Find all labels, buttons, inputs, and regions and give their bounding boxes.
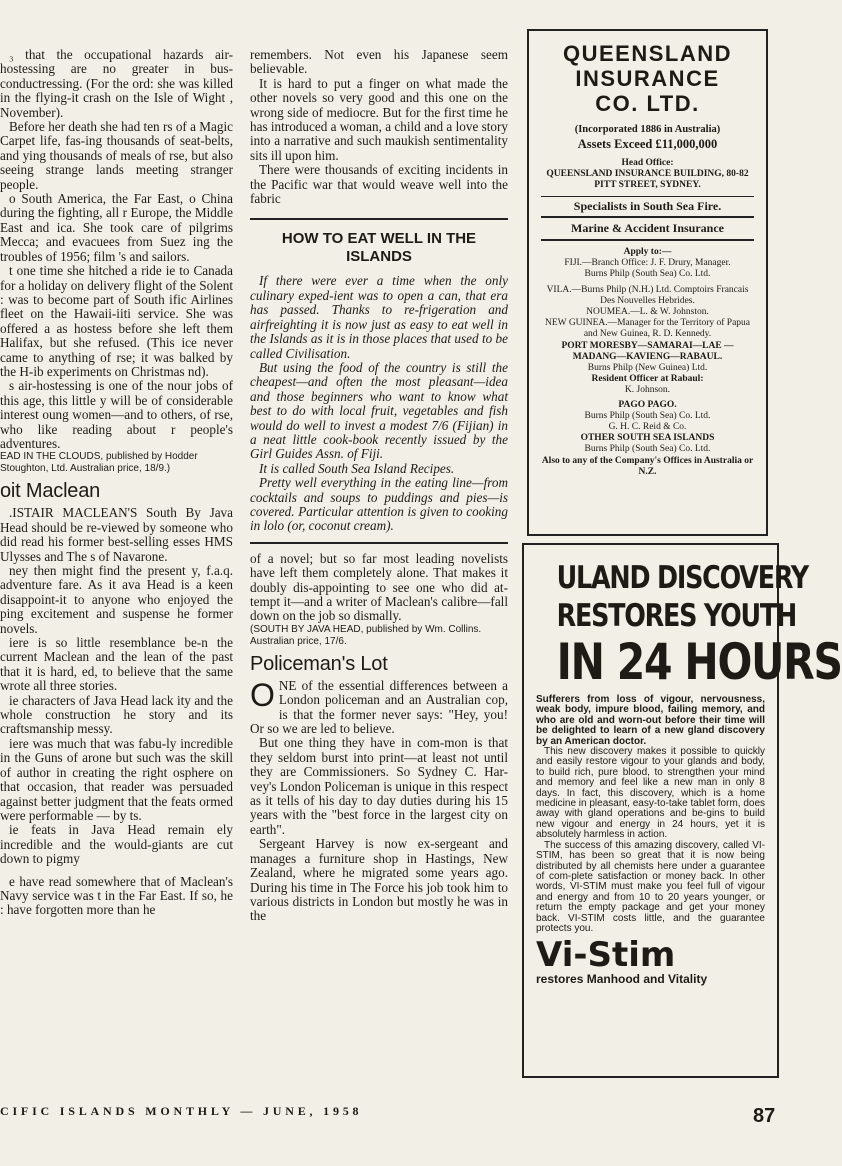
agent-entry: NOUMEA.—L. & W. Johnston. — [586, 307, 709, 318]
paragraph: ₃ that the occupational hazards air-hostessing are no greater in bus-conductressing. (For the ord: she was killed in the flying-it crash on the Isle of Wight , November). — [0, 47, 233, 120]
agent-entry: OTHER SOUTH SEA ISLANDS — [580, 433, 715, 444]
agent-entry: PORT MORESBY—SAMARAI—LAE —MADANG—KAVIENG—RABAUL. — [561, 340, 734, 362]
column-middle — [250, 48, 508, 924]
paragraph: e have read somewhere that of Maclean's Navy service was t in the Far East. If so, he : have forgotten more than he — [0, 873, 233, 918]
ad-headline: RESTORES YOUTH — [556, 598, 797, 634]
agent-entry: G. H. C. Reid & Co. — [608, 422, 687, 433]
agent-entry: PAGO PAGO. — [618, 399, 677, 410]
book-credit: (SOUTH BY JAVA HEAD, published by Wm. Collins. Australian price, 17/6. — [250, 623, 482, 647]
paragraph: .ISTAIR MACLEAN'S South By Java Head should be re-viewed by someone who did read his former best-selling esses HMS Ulysses and The s of Navarone. — [0, 505, 233, 564]
paragraph: Sergeant Harvey is now ex-sergeant and manages a furniture shop in Hastings, New Zealand, where he migrated some years ago. During his time in The Force his job took him to various districts in London but mostly he was in the — [250, 836, 508, 924]
paragraph: t one time she hitched a ride ie to Canada for a holiday on delivery flight of the Solent : was to become part of South ific Airlines fleet on the Hawaii-iiti service. She was offered a as hostess before she left them Halifax, but she refused. (This ice never came to anything of rse; it was balked by the H-ib experiments on Christmas nd). — [0, 263, 233, 379]
ad-agents-list — [541, 247, 754, 478]
ad-incorporated: (Incorporated 1886 in Australia) — [574, 124, 721, 135]
eat-well-box — [250, 218, 508, 543]
section-heading: oit Maclean — [0, 480, 101, 503]
agent-entry: Burns Philp (South Sea) Co. Ltd. — [584, 269, 711, 280]
book-credit: EAD IN THE CLOUDS, published by Hodder Stoughton, Ltd. Australian price, 18/9.) — [0, 451, 198, 475]
ad-headline: IN 24 HOURS — [556, 633, 842, 691]
agent-entry: VILA.—Burns Philp (N.H.) Ltd. Comptoirs Francais Des Nouvelles Hebrides. — [546, 284, 749, 306]
paragraph: There were thousands of exciting incidents in the Pacific war that would weave well into the fabric — [250, 162, 508, 207]
ad-copy — [536, 695, 765, 934]
paragraph — [250, 676, 508, 737]
paragraph: It is called South Sea Island Recipes. — [259, 460, 455, 476]
ad-company-name: QUEENSLAND — [562, 41, 732, 66]
agent-entry: Burns Philp (South Sea) Co. Ltd. — [584, 444, 711, 455]
agent-entry: Resident Officer at Rabaul: — [591, 374, 704, 385]
agent-entry: Also to any of the Company's Offices in Australia or N.Z. — [541, 455, 754, 477]
queensland-insurance-ad — [527, 29, 768, 536]
brand-tagline: restores Manhood and Vitality — [536, 972, 708, 987]
section-heading: Policeman's Lot — [250, 652, 388, 675]
ad-paragraph: The success of this amazing discovery, called VI-STIM, has been so great that it is now being distributed by all chemists here under a guarantee of com-plete satisfaction or money back. In other words, VI-STIM must make you feel full of vigour and energy and from 10 to 20 years younger, or return the empty package and get your money back. VI-STIM costs little, and the guarantee protects you. — [536, 839, 765, 934]
ad-headline: ULAND DISCOVERY — [556, 560, 808, 596]
running-footer: CIFIC ISLANDS MONTHLY — JUNE, 1958 — [0, 1104, 363, 1118]
paragraph: ney then might find the present y, f.a.q. adventure fare. As it ava Head is a keen disappoint-it to anyone who enjoyed the ping excitement and suspense he former novels. — [0, 563, 233, 636]
ad-specialists: Specialists in South Sea Fire. — [541, 196, 754, 218]
agent-entry: NEW GUINEA.—Manager for the Territory of Papua and New Guinea, R. D. Kennedy. — [544, 318, 751, 340]
paragraph: iere was much that was fabu-ly incredible in the Guns of arone but such was the skill of author in creating the right osphere on that occasion, that reader was persuaded against better judgment that the feats ormed were performable — by ts. — [0, 735, 233, 823]
paragraph: remembers. Not even his Japanese seem believable. — [250, 47, 508, 77]
box-title: HOW TO EAT WELL IN THE ISLANDS — [281, 230, 477, 266]
agent-entry: Burns Philp (South Sea) Co. Ltd. — [584, 410, 711, 421]
ad-assets: Assets Exceed £11,000,000 — [577, 137, 718, 151]
paragraph: Before her death she had ten rs of a Magic Carpet life, fas-ing thousands of seat-belts, and ying thousands of meals of rse, but also seeing strange lands meeting stranger people. — [0, 119, 233, 192]
agent-entry: FIJI.—Branch Office: J. F. Drury, Manager. — [564, 258, 731, 269]
paragraph: of a novel; but so far most leading novelists have left them completely alone. That makes it doubly dis-appointing to see one who did at-tempt it—and a writer of Maclean's calibre—fall down on the job so dismally. — [250, 550, 508, 624]
paragraph: iere is so little resemblance be-n the current Maclean and the lean of the past that it is hard, ed, to believe that the same wrote all three stories. — [0, 635, 233, 694]
paragraph: It is hard to put a finger on what made the other novels so very good and this one on the wrong side of mediocre. But for the first time he has introduced a woman, a child and a love story into a narrative and such maukish sentimentality sits ill upon him. — [250, 75, 508, 163]
paragraph: Pretty well everything in the eating line—from cocktails and soups to puddings and pies—is covered. Particular attention is given to cooking in lolo (or, coconut cream). — [250, 475, 508, 534]
paragraph: o South America, the Far East, o China during the fighting, all r Europe, the Middle East and ica. She took care of pilgrims Mecca; and evacuees from Suez ing the troubles of 1956; film 's and sailors. — [0, 191, 233, 264]
agent-entry: Burns Philp (New Guinea) Ltd. — [587, 363, 708, 374]
ad-head-office-address: QUEENSLAND INSURANCE BUILDING, 80-82 PITT STREET, SYDNEY. — [546, 169, 749, 190]
vistim-ad — [522, 543, 842, 1078]
paragraph: If there were ever a time when the only culinary exped-ient was to open a can, that era has passed. Thanks to re-frigeration and airfreighting it is now just as easy to eat well in the Islands as it is in those places that used to be called Civilisation. — [250, 273, 508, 361]
paragraph: But one thing they have in com-mon is that they seldom burst into print—at least not until they are Commissioners. So Sydney C. Har-vey's London Policeman is unique in this respect as it tells of his day to day duties during his 15 years with the "best force in the largest city on earth". — [250, 735, 508, 837]
ad-paragraph: Sufferers from loss of vigour, nervousness, weak body, impure blood, failing memory, and who are old and worn-out before their time will be delighted to learn of a new gland discovery by an American doctor. — [536, 694, 765, 747]
paragraph: ie characters of Java Head lack ity and the whole construction he story and its craftsmanship messy. — [0, 692, 233, 737]
paragraph: ie feats in Java Head remain ely incredible and the would-giants are cut down to pigmy — [0, 822, 233, 867]
ad-paragraph: This new discovery makes it possible to quickly and easily restore vigour to your glands and body, to build rich, pure blood, to strengthen your mind and memory and feel like a new man in only 8 days. In fact, this discovery, which is a home medicine in pleasant, easy-to-take tablet form, does away with gland operations and be-gins to build new vigour and energy in 24 hours, yet it is absolutely harmless in action. — [536, 746, 766, 841]
agent-entry: K. Johnson. — [624, 385, 671, 396]
agents-heading: Apply to:— — [623, 247, 672, 257]
brand-logo: Vi-Stim — [536, 935, 676, 976]
paragraph: But using the food of the country is still the cheapest—and often the most pleasant—idea and those beginners who want to know what best to do with local fruit, vegetables and fish would do well to invest a modest 7/6 (Fijian) in a neat little cook-book recently issued by the Girl Guides Assn. of Fiji. — [250, 359, 508, 462]
ad-marine: Marine & Accident Insurance — [541, 218, 754, 241]
paragraph: s air-hostessing is one of the nour jobs of this age, this little y will be of considerable interest oung women—and to others, of rse, who like reading about r people's adventures. — [0, 378, 233, 451]
drop-cap: O — [250, 676, 275, 713]
paragraph-text: NE of the essential differences between a London policeman and an Australian cop, is that the former never says: "Hey, you! Or so we are led to believe. — [250, 677, 508, 737]
ad-head-office-label: Head Office: — [621, 158, 674, 168]
ad-company-name: CO. LTD. — [595, 91, 700, 116]
column-left — [0, 48, 233, 918]
page-number: 87 — [753, 1105, 776, 1127]
ad-company-name: INSURANCE — [575, 66, 720, 91]
